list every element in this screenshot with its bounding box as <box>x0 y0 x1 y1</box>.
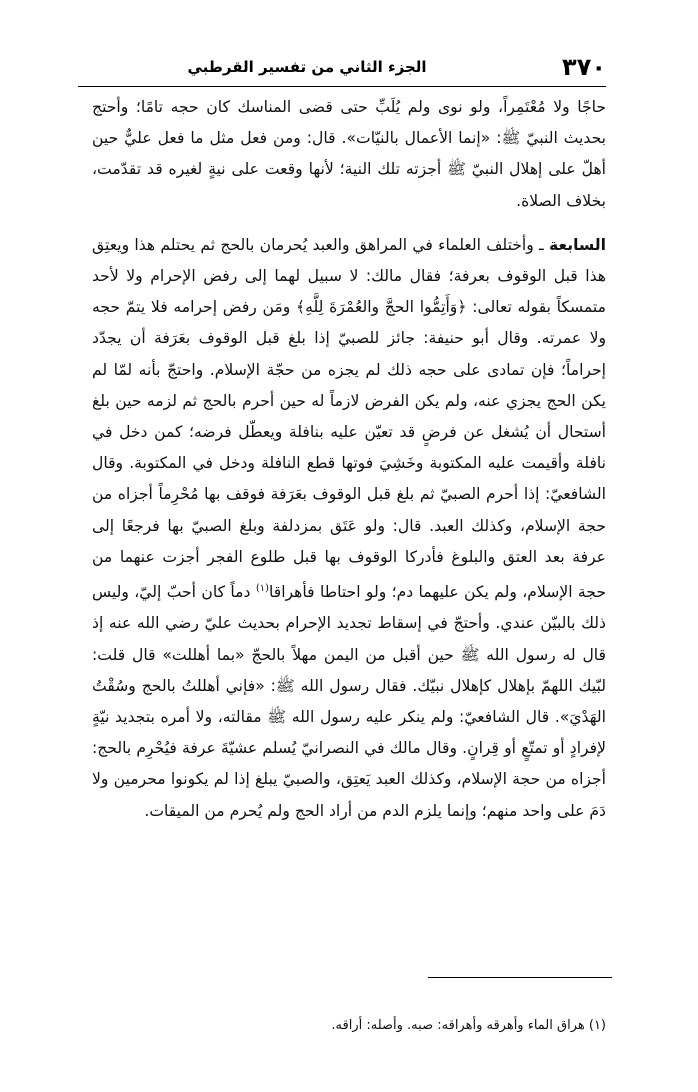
paragraph: حاجًا ولا مُعْتَمِراً، ولو نوى ولم يُلَبِّ حتى قضى المناسك كان حجه تامًا؛ وأحتج بحديث النبيّ ﷺ: «إنما الأعمال بالنيّات». قال: ومن فعل مثل ما فعل عليٌّ حين أهلّ على إهلال النبيّ ﷺ أجزته تلك النية؛ لأنها وقعت على نيةٍ لغيره قد تقدّمت، بخلاف الصلاة. <box>92 98 606 210</box>
footnote-reference: (١) <box>255 583 269 595</box>
main-text <box>92 92 606 827</box>
running-title: الجزء الثاني من تفسير القرطبي <box>187 58 427 76</box>
section-dash: ـ <box>533 235 549 254</box>
footnote: (١) هراق الماء وأهرقه وأهراقه: صبه. وأصله: أراقه. <box>331 1018 606 1033</box>
paragraph-text: وأختلف العلماء في المراهق والعبد يُحرمان بالحج ثم يحتلم هذا ويعتِق هذا قبل الوقوف بعرفة؛ فقال مالك: لا سبيل لهما إلى رفض الإحرام ولا لأحد متمسكاً بقوله تعالى: ﴿وَأَتِمُّوا الحجَّ والعُمْرَةَ لِلَّهِ﴾ ومَن رفض إحرامه فلا يتمّ حجه ولا عمرته. وقال أبو حنيفة: جائز للصبيّ إذا بلغ قبل الوقوف بعَرَفة أن يجدّد إحراماً؛ فإن تمادى على حجه ذلك لم يجزه من حجّة الإسلام. واحتجّ بأنه لمّا لم يكن الحج يجزي عنه، ولم يكن الفرض لازماً له حين أحرم بالحج ثم لزمه حين بلغ أستحال أن يُشغل عن فرضٍ قد تعيّن عليه بنافلة ويعطّل فرضه؛ كمن دخل في نافلة وأقيمت عليه المكتوبة وخَشِيَ فوتها قطع النافلة ودخل في المكتوبة. وقال الشافعيّ: إذا أحرم الصبيّ ثم بلغ قبل الوقوف بعَرَفة فوقف بها مُحْرِماً أجزاه من حجة الإسلام، وكذلك العبد. قال: ولو عَتَق بمزدلفة وبلغ الصبيّ بها فرجعًا إلى عرفة بعد العتق والبلوغ فأدركا الوقوف بها قبل طلوع الفجر أجزت عنهما من حجة الإسلام، ولم يكن عليهما دم؛ ولو احتاطا فأهراقا <box>92 235 606 602</box>
page-header <box>78 52 606 87</box>
page-number: ٣٧٠ <box>562 53 606 81</box>
section-label: السابعة <box>548 235 606 254</box>
footnote-divider <box>428 977 612 978</box>
paragraph <box>92 230 606 827</box>
paragraph-text: دماً كان أحبّ إليّ، وليس ذلك بالبيّن عندي. وأحتجّ في إسقاط تجديد الإحرام بحديث عليّ رضي الله عنه إذ قال له رسول الله ﷺ حين أقبل من اليمن مهلاً بالحجّ «بما أهللت» قال قلت: لبّيك اللهمّ بإهلال كإهلال نبيّك. فقال رسول الله ﷺ: «فإني أهللتُ بالحج وسُقْتُ الهَدْيَ». قال الشافعيّ: ولم ينكر عليه رسول الله ﷺ مقالته، ولا أمره بتجديد نيّةٍ لإفرادٍ أو تمتّعٍ أو قِرانٍ. وقال مالك في النصرانيّ يُسلم عشيّةَ عرفة فيُحْرِم بالحج: أجزاه من حجة الإسلام، وكذلك العبد يَعتِق، والصبيّ يبلغ إذا لم يكونوا محرمين ولا دَمَ على واحد منهم؛ وإنما يلزم الدم من أراد الحج ولم يُحرم من الميقات. <box>92 583 606 820</box>
